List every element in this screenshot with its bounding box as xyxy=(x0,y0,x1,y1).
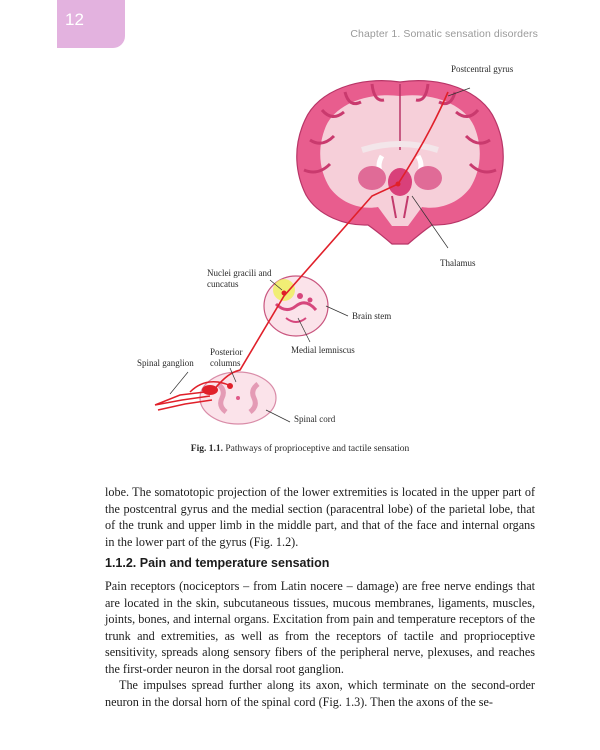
figure-caption-number: Fig. 1.1. xyxy=(190,444,223,454)
section-heading: 1.1.2. Pain and temperature sensation xyxy=(105,556,330,570)
figure-caption xyxy=(0,444,600,454)
spinal-cord-section xyxy=(200,372,276,424)
figure-caption-text: Pathways of proprioceptive and tactile sensation xyxy=(225,444,410,454)
body-paragraph-3: The impulses spread further along its axon, which terminate on the second-order neuron in the dorsal horn of the spinal cord (Fig. 1.3). Then the axons of the se- xyxy=(105,678,535,709)
label-posterior-columns: Posterior columns xyxy=(210,347,243,368)
label-thalamus: Thalamus xyxy=(440,258,476,268)
label-medial-lemniscus: Medial lemniscus xyxy=(291,345,355,355)
running-head: Chapter 1. Somatic sensation disorders xyxy=(350,28,538,40)
label-brain-stem: Brain stem xyxy=(352,311,392,321)
brain-section xyxy=(297,81,503,244)
label-spinal-ganglion: Spinal ganglion xyxy=(137,358,194,368)
label-spinal-cord: Spinal cord xyxy=(294,414,336,424)
page-number: 12 xyxy=(65,10,84,29)
body-paragraph-2-3 xyxy=(105,578,535,710)
body-paragraph-1: lobe. The somatotopic projection of the lower extremities is located in the upper part of the postcentral gyrus and the medial section (paracentral lobe) of the parietal lobe, that of the trunk and upper limb in the middle part, and that of the face and internal organs in the lower part of the gyrus (Fig. 1.2). xyxy=(105,485,535,549)
label-nuclei-gracili-cuncatus: Nuclei gracili and cuncatus xyxy=(207,268,272,289)
body-paragraph-2: Pain receptors (nociceptors – from Latin nocere – damage) are free nerve endings that are located in the skin, subcutaneous tissues, mucous membranes, ligaments, muscles, joints, bones, and internal organs. Excitation from pain and temperature receptors of the trunk and extremities, as well as from the receptors of tactile and proprioceptive sensitivity, spreads along sensory fibers of the peripheral nerve, plexuses, and reaches the first-order neuron in the dorsal root ganglion. xyxy=(105,579,535,676)
label-postcentral-gyrus: Postcentral gyrus xyxy=(451,64,514,74)
